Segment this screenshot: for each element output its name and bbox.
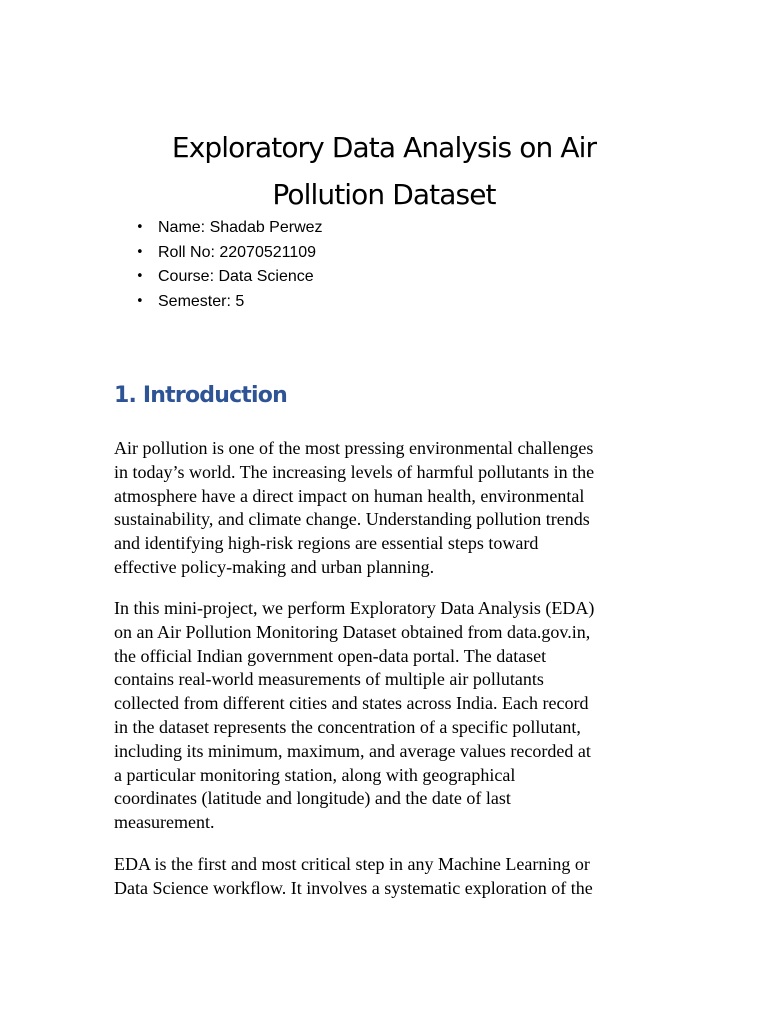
text-line: contains real-world measurements of multiple air pollutants [114,669,544,690]
title-line: Exploratory Data Analysis on Air [171,131,597,164]
roll-no-text: Roll No: 22070521109 [158,243,317,261]
list-item [114,241,323,266]
bullet-icon: • [136,293,144,309]
text-line: including its minimum, maximum, and average values recorded at [114,740,591,761]
document-title [150,124,618,218]
paragraph [114,437,654,580]
text-line: a particular monitoring station, along with geographical [114,764,516,785]
student-info-list [114,216,323,314]
name-text: Name: Shadab Perwez [158,219,323,236]
text-line: Data Science workflow. It involves a systematic exploration of the [114,877,593,898]
text-line: the official Indian government open-data portal. The dataset [114,645,547,666]
list-item [114,216,323,241]
text-line: in today’s world. The increasing levels of harmful pollutants in the [114,461,595,482]
list-item [114,265,323,290]
text-line: collected from different cities and states across India. Each record [114,693,589,714]
text-line: measurement. [114,812,215,833]
bullet-icon: • [136,220,144,235]
semester-text: Semester: 5 [158,292,245,310]
text-line: on an Air Pollution Monitoring Dataset obtained from data.gov.in, [114,621,591,642]
text-line: effective policy-making and urban planning. [114,556,435,577]
text-line: Air pollution is one of the most pressing environmental challenges [114,438,594,458]
course-text: Course: Data Science [158,268,314,285]
title-line: Pollution Dataset [272,178,496,211]
text-line: In this mini-project, we perform Exploratory Data Analysis (EDA) [114,598,595,618]
text-line: atmosphere have a direct impact on human health, environmental [114,485,585,506]
paragraph [114,597,654,835]
paragraph [114,853,654,901]
text-line: coordinates (latitude and longitude) and the date of last [114,788,511,809]
list-item [114,290,323,315]
section-heading-introduction: 1. Introduction [114,383,287,408]
text-line: in the dataset represents the concentration of a specific pollutant, [114,716,581,737]
bullet-icon: • [136,269,144,284]
bullet-icon: • [136,244,144,260]
text-line: and identifying high-risk regions are essential steps toward [114,533,539,554]
text-line: EDA is the first and most critical step in any Machine Learning or [114,854,590,874]
text-line: sustainability, and climate change. Understanding pollution trends [114,509,590,530]
